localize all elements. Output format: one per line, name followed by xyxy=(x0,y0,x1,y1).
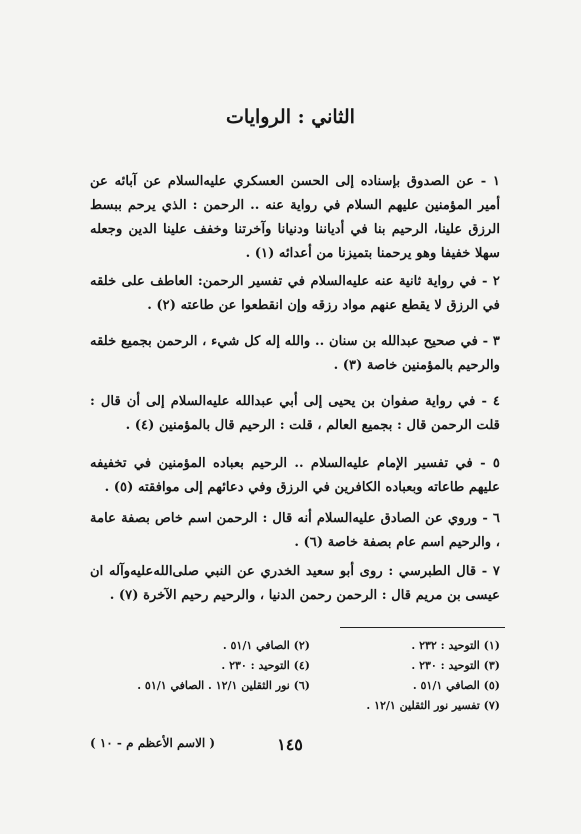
narration-7: ٧ - قال الطبرسي : روى أبو سعيد الخدري عن النبي صلى‌الله‌عليه‌وآله ان عيسى بن مريم قال : الرحمن رحمن الدنيا ، والرحيم رحيم الآخرة (٧) . xyxy=(90,564,500,603)
footnote-1: (١) التوحيد : ٢٣٢ . xyxy=(411,639,500,652)
footnote-4: (٤) التوحيد : ٢٣٠ . xyxy=(221,659,310,672)
footnote-row xyxy=(110,636,500,656)
footnote-row xyxy=(110,696,500,716)
narration-3: ٣ - في صحيح عبدالله بن سنان .. والله إله كل شيء ، الرحمن بجميع خلقه والرحيم بالمؤمنين خاصة (٣) . xyxy=(90,334,500,373)
footnote-row xyxy=(110,676,500,696)
narration-2: ٢ - في رواية ثانية عنه عليه‌السلام في تفسير الرحمن: العاطف على خلقه في الرزق لا يقطع عنهم مواد رزقه وإن انقطعوا عن طاعته (٢) . xyxy=(90,274,500,313)
footnote-7: (٧) تفسير نور الثقلين ١٢/١ . xyxy=(366,699,500,712)
footnote-2: (٢) الصافي ٥١/١ . xyxy=(222,639,310,652)
page-number: ١٤٥ xyxy=(277,735,303,754)
section-heading: الثاني : الروايات xyxy=(226,106,355,128)
narration-5: ٥ - في تفسير الإمام عليه‌السلام .. الرحيم بعباده المؤمنين في تخفيفه عليهم طاعاته وبعباده الكافرين في الرزق وفي دعائهم إلى موافقته (٥) . xyxy=(90,456,500,495)
footnote-5: (٥) الصافي ٥١/١ . xyxy=(412,679,500,692)
book-signature: ( الاسم الأعظم م - ١٠ ) xyxy=(90,736,216,750)
footnote-divider xyxy=(340,627,505,628)
narration-4: ٤ - في رواية صفوان بن يحيى إلى أبي عبدالله عليه‌السلام إلى أن قال : قلت الرحمن قال : بجميع العالم ، قلت : الرحيم قال بالمؤمنين (٤) . xyxy=(90,394,500,433)
footnotes xyxy=(110,636,500,716)
narration-6: ٦ - وروي عن الصادق عليه‌السلام أنه قال : الرحمن اسم خاص بصفة عامة ، والرحيم اسم عام بصفة خاصة (٦) . xyxy=(90,511,500,550)
narration-1: ١ - عن الصدوق بإسناده إلى الحسن العسكري عليه‌السلام عن آبائه عن أمير المؤمنين عليهم السلام في رواية عنه .. الرحمن : الذي يرحم ببسط الرزق علينا، الرحيم بنا في أدياننا ودنيانا وآخرتنا وخفف علينا الدين وجعله سهلا خفيفا وهو يرحمنا بتميزنا من أعدائه (١) . xyxy=(90,174,500,261)
footnote-3: (٣) التوحيد : ٢٣٠ . xyxy=(411,659,500,672)
footnote-6: (٦) نور الثقلين ١٢/١ . الصافي ٥١/١ . xyxy=(137,679,310,692)
footnote-row xyxy=(110,656,500,676)
